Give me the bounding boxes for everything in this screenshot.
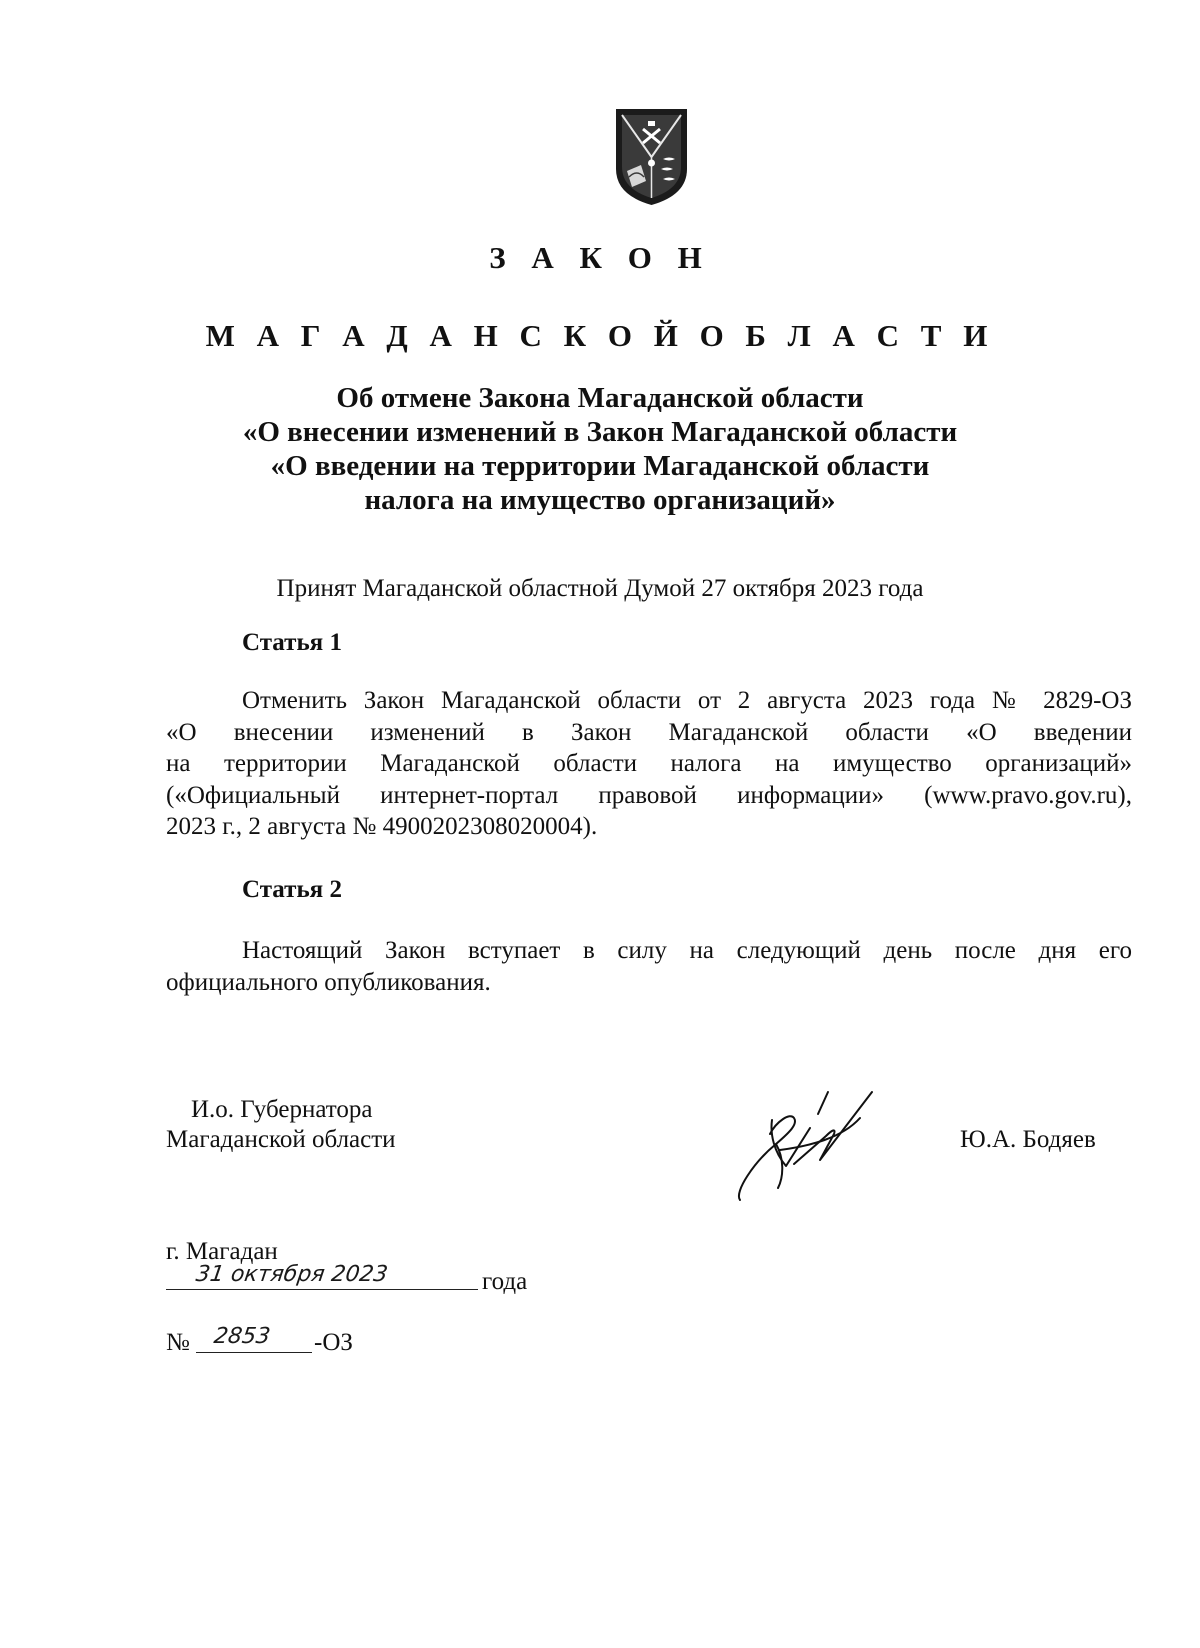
date-underline: [166, 1289, 478, 1290]
adoption-note: Принят Магаданской областной Думой 27 октября 2023 года: [276, 575, 924, 602]
paragraph-line: «О внесении изменений в Закон Магаданской области «О введении: [166, 718, 1132, 746]
city: г. Магадан: [166, 1238, 278, 1265]
subject-line: Об отмене Закона Магаданской области: [336, 382, 864, 414]
handwritten-number: 2853: [212, 1324, 272, 1349]
subject-line: «О введении на территории Магаданской области: [270, 450, 930, 482]
signatory-position: И.о. Губернатора: [191, 1096, 373, 1123]
document-title: З А К О Н: [489, 240, 711, 275]
paragraph-line: («Официальный интернет-портал правовой информации» (www.pravo.gov.ru),: [166, 781, 1132, 809]
law-subject: [0, 381, 1200, 517]
handwritten-date: 31 октября 2023: [194, 1262, 390, 1287]
paragraph-line: 2023 г., 2 августа № 4900202308020004).: [166, 813, 598, 840]
article-2-heading: Статья 2: [242, 876, 342, 903]
paragraph-line: Настоящий Закон вступает в силу на следующий день после дня его: [242, 937, 1132, 964]
article-2-text: [166, 935, 1132, 998]
coat-of-arms-icon: [613, 107, 690, 207]
paragraph-line: Отменить Закон Магаданской области от 2 августа 2023 года № 2829-ОЗ: [242, 687, 1132, 714]
signatory-position-region: Магаданской области: [166, 1126, 396, 1153]
number-prefix: №: [166, 1329, 190, 1356]
article-1-heading: Статья 1: [242, 629, 342, 656]
date-suffix: года: [482, 1268, 528, 1295]
signature-icon: [732, 1088, 892, 1206]
paragraph-line: на территории Магаданской области налога на имущество организаций»: [166, 750, 1132, 777]
subject-line: налога на имущество организаций»: [364, 484, 836, 516]
region-title: М А Г А Д А Н С К О Й О Б Л А С Т И: [205, 318, 995, 353]
number-underline: [196, 1352, 312, 1353]
article-1-text: [166, 685, 1132, 843]
number-suffix: -ОЗ: [314, 1329, 353, 1356]
subject-line: «О внесении изменений в Закон Магаданской области: [242, 416, 958, 448]
paragraph-line: официального опубликования.: [166, 968, 491, 996]
signatory-name: Ю.А. Бодяев: [960, 1126, 1096, 1153]
